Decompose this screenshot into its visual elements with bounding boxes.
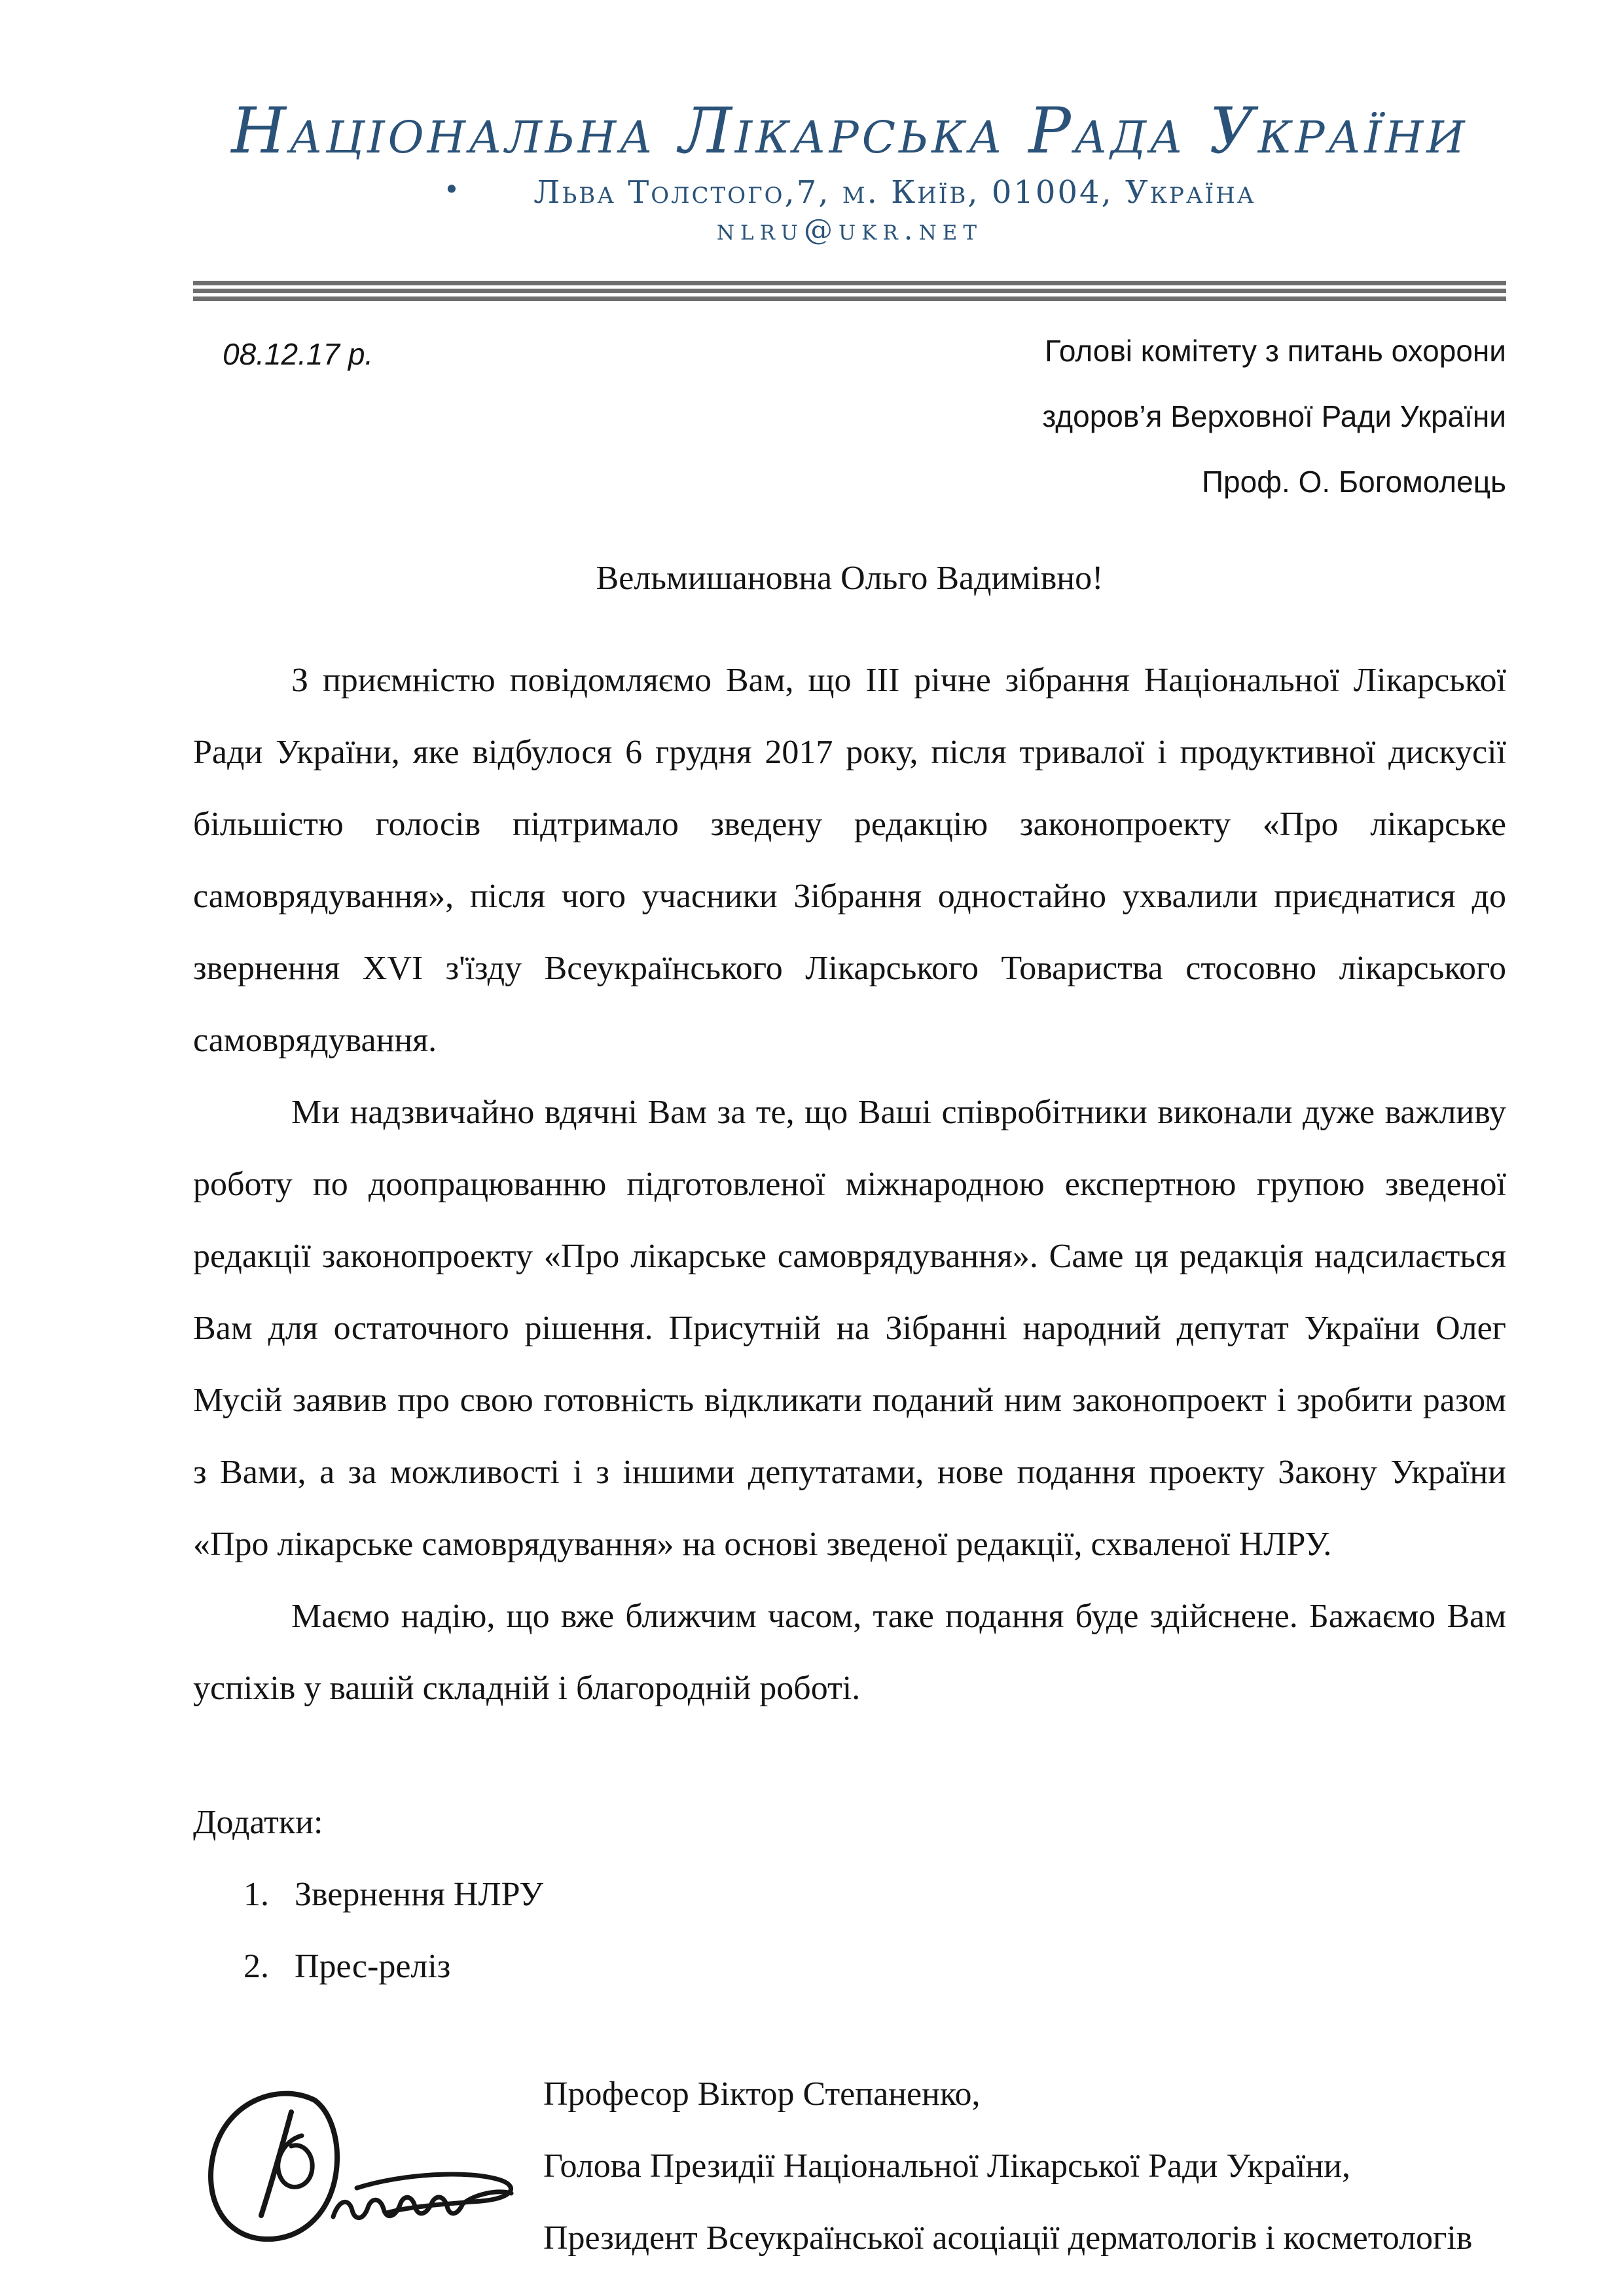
letter-date: 08.12.17 р. <box>223 336 374 371</box>
divider-bar <box>193 289 1506 293</box>
attachment-label: Звернення НЛРУ <box>295 1875 544 1913</box>
signature-block <box>193 2058 1506 2274</box>
recipient-block <box>1042 318 1506 514</box>
bullet-icon: • <box>443 173 462 206</box>
signatory-title-2: Президент Всеукраїнської асоціації дерматологів і косметологів <box>543 2219 1473 2257</box>
meta-row <box>193 318 1506 514</box>
attachment-item <box>193 1859 1506 1931</box>
signature-image <box>193 2078 520 2248</box>
recipient-name: Проф. О. Богомолець <box>1201 464 1506 499</box>
body-paragraph-2: Ми надзвичайно вдячні Вам за те, що Ваші співробітники виконали дуже важливу роботу по доопрацюванню підготовленої міжнародною експертною групою зведеної редакції законопроекту «Про лікарське самоврядування». Саме ця редакція надсилається Вам для остаточного рішення. Присутній на Зібранні народний депутат України Олег Мусій заявив про свою готовність відкликати поданий ним законопроект і зробити разом з Вами, а за можливості і з іншими депутатами, нове подання проекту Закону України «Про лікарське самоврядування» на основі зведеної редакції, схваленої НЛРУ. <box>193 1093 1506 1563</box>
address-line <box>193 173 1506 211</box>
signatory-name: Професор Віктор Степаненко, <box>543 2075 981 2113</box>
letter-body <box>193 645 1506 1725</box>
divider-bar <box>193 281 1506 285</box>
signatory-title-1: Голова Президії Національної Лікарської Ради України, <box>543 2147 1351 2185</box>
divider-bar <box>193 296 1506 301</box>
org-email: nlru@ukr.net <box>716 213 983 247</box>
recipient-line-1: Голові комітету з питань охорони <box>1045 333 1506 368</box>
salutation: Вельмишановна Ольго Вадимівно! <box>596 559 1104 597</box>
attachments-title: Додатки: <box>193 1803 323 1841</box>
attachments-section <box>193 1787 1506 2003</box>
letterhead <box>193 94 1506 247</box>
recipient-line-2: здоров’я Верховної Ради України <box>1042 399 1506 433</box>
header-divider <box>193 281 1506 301</box>
attachment-label: Прес-реліз <box>295 1947 451 1985</box>
handwritten-signature <box>193 2058 543 2251</box>
attachment-item <box>193 1931 1506 2003</box>
signatory-titles <box>543 2058 1506 2274</box>
body-paragraph-3: Маємо надію, що вже ближчим часом, таке подання буде здійснене. Бажаємо Вам успіхів у вашій складній і благородній роботі. <box>193 1597 1506 1707</box>
org-address: Льва Толстого,7, м. Київ, 01004, Україна <box>533 173 1256 211</box>
attachment-number: 2. <box>244 1947 269 1985</box>
org-name: Національна Лікарська Рада України <box>231 94 1468 168</box>
attachment-number: 1. <box>244 1875 269 1913</box>
body-paragraph-1: З приємністю повідомляємо Вам, що ІІІ річне зібрання Національної Лікарської Ради України, яке відбулося 6 грудня 2017 року, після тривалої і продуктивної дискусії більшістю голосів підтримало зведену редакцію законопроекту «Про лікарське самоврядування», після чого учасники Зібрання одностайно ухвалили приєднатися до звернення XVI з'їзду Всеукраїнського Лікарського Товариства стосовно лікарського самоврядування. <box>193 661 1506 1059</box>
